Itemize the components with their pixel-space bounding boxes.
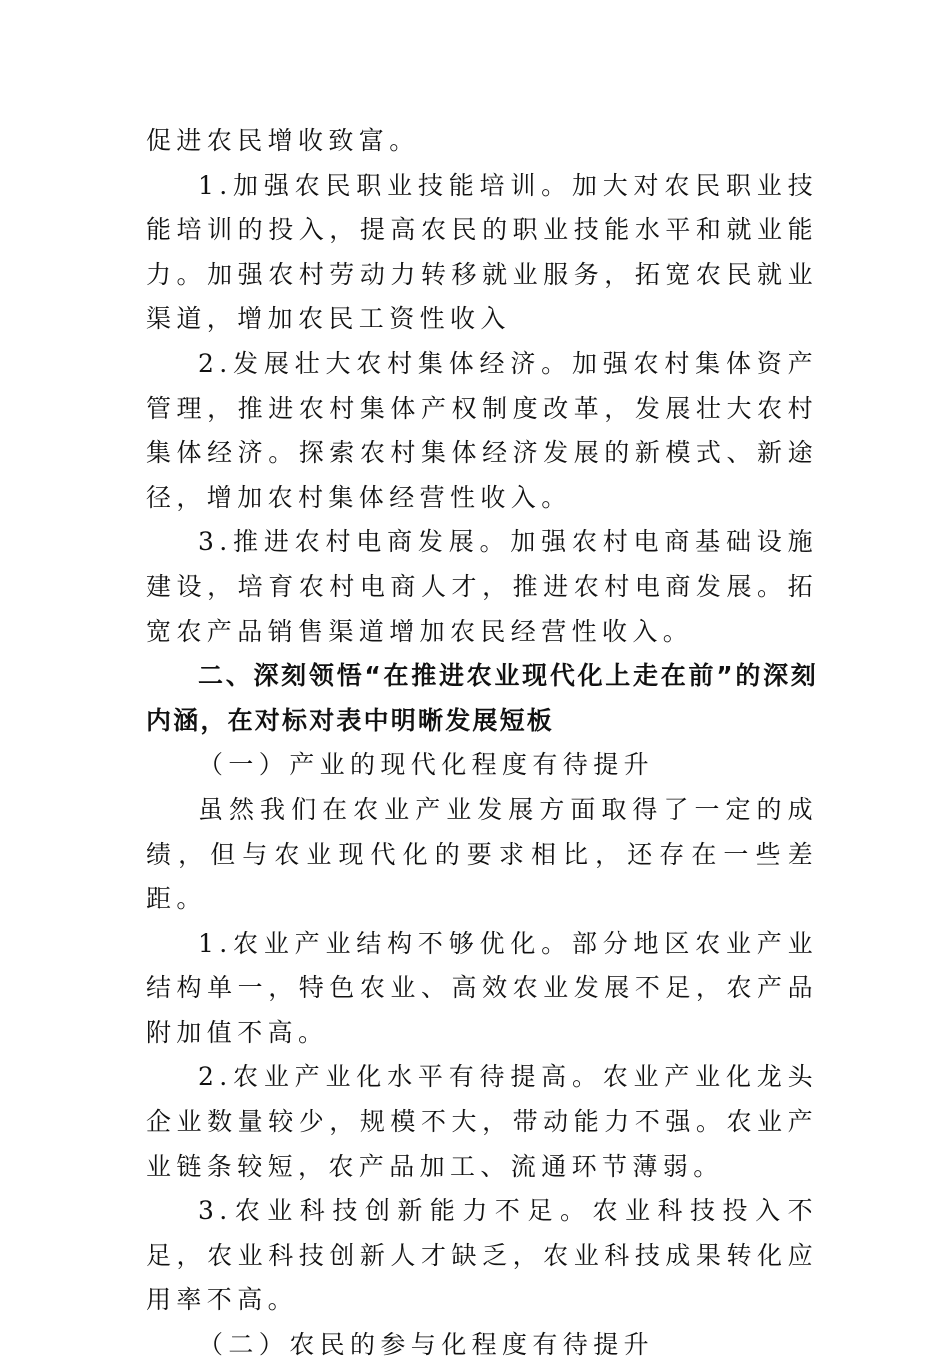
paragraph-sub-item-3: 3.农业科技创新能力不足。农业科技投入不足，农业科技创新人才缺乏，农业科技成果转化应用率不高。 <box>146 1196 818 1315</box>
subsection-heading-two: （二）农民的参与化程度有待提升 <box>198 1330 655 1360</box>
paragraph-intro: 虽然我们在农业产业发展方面取得了一定的成绩，但与农业现代化的要求相比，还存在一些差距。 <box>146 794 818 914</box>
paragraph-sub-item-1: 1.农业产业结构不够优化。部分地区农业产业结构单一，特色农业、高效农业发展不足，农产品附加值不高。 <box>146 928 818 1047</box>
paragraph-sub-item-2: 2.农业产业化水平有待提高。农业产业化龙头企业数量较少，规模不大，带动能力不强。农业产业链条较短，农产品加工、流通环节薄弱。 <box>146 1062 818 1181</box>
subsection-heading-one: （一）产业的现代化程度有待提升 <box>198 750 655 780</box>
paragraph-item-2: 2.发展壮大农村集体经济。加强农村集体资产管理，推进农村集体产权制度改革，发展壮大农村集体经济。探索农村集体经济发展的新模式、新途径，增加农村集体经营性收入。 <box>146 348 818 512</box>
document-body <box>146 119 818 1368</box>
paragraph-item-1: 1.加强农民职业技能培训。加大对农民职业技能培训的投入，提高农民的职业技能水平和就业能力。加强农村劳动力转移就业服务，拓宽农民就业渠道，增加农民工资性收入 <box>146 170 818 334</box>
section-heading-two: 二、深刻领悟“在推进农业现代化上走在前”的深刻内涵，在对标对表中明晰发展短板 <box>146 661 818 735</box>
paragraph-item-3: 3.推进农村电商发展。加强农村电商基础设施建设，培育农村电商人才，推进农村电商发展。拓宽农产品销售渠道增加农民经营性收入。 <box>146 527 818 646</box>
paragraph-continuation: 促进农民增收致富。 <box>146 126 420 155</box>
